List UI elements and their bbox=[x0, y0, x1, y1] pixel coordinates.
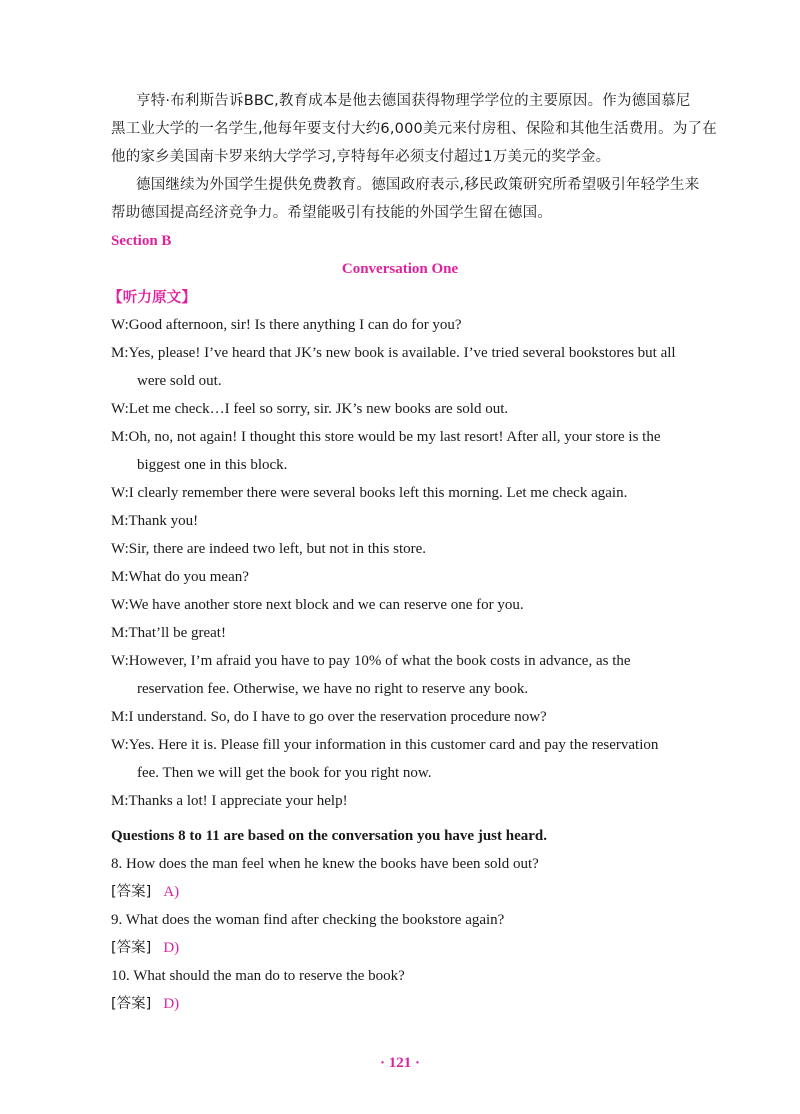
dialogue-text: That’ll be great! bbox=[128, 625, 226, 641]
conversation-title: Conversation One bbox=[341, 261, 459, 277]
dialogue-turn bbox=[111, 623, 226, 643]
speaker-label: W: bbox=[111, 317, 129, 333]
dialogue-text: We have another store next block and we can reserve one for you. bbox=[128, 597, 524, 613]
dialogue-text: What do you mean? bbox=[128, 569, 249, 585]
dialogue-turn bbox=[111, 315, 462, 335]
section-label: Section B bbox=[111, 233, 172, 249]
transcript-label: 【听力原文】 bbox=[108, 290, 197, 306]
speaker-label: M: bbox=[111, 513, 129, 529]
speaker-label: W: bbox=[111, 485, 129, 501]
speaker-label: W: bbox=[111, 401, 129, 417]
speaker-label: M: bbox=[111, 429, 129, 445]
speaker-label: W: bbox=[111, 597, 129, 613]
dialogue-text: Yes. Here it is. Please fill your information in this customer card and pay the reservation bbox=[128, 737, 659, 753]
chinese-para2-line1: 德国继续为外国学生提供免费教育。德国政府表示,移民政策研究所希望吸引年轻学生来 bbox=[136, 177, 700, 193]
dialogue-turn bbox=[111, 343, 676, 363]
speaker-label: W: bbox=[111, 737, 129, 753]
dialogue-turn bbox=[111, 567, 249, 587]
dialogue-continuation: fee. Then we will get the book for you right now. bbox=[137, 765, 432, 781]
dialogue-turn bbox=[111, 427, 661, 447]
speaker-label: M: bbox=[111, 709, 129, 725]
chinese-para1-line1: 亨特·布利斯告诉BBC,教育成本是他去德国获得物理学学位的主要原因。作为德国慕尼 bbox=[136, 93, 691, 109]
answer-value: D) bbox=[163, 996, 180, 1012]
dialogue-text: However, I’m afraid you have to pay 10% of what the book costs in advance, as the bbox=[128, 653, 631, 669]
answer-value: A) bbox=[163, 884, 180, 900]
chinese-para1-line2: 黑工业大学的一名学生,他每年要支付大约6,000美元来付房租、保险和其他生活费用。为了在 bbox=[111, 121, 717, 137]
speaker-label: M: bbox=[111, 625, 129, 641]
dialogue-turn bbox=[111, 791, 348, 811]
questions-intro: Questions 8 to 11 are based on the conversation you have just heard. bbox=[111, 828, 547, 844]
speaker-label: M: bbox=[111, 345, 129, 361]
question-10: 10. What should the man do to reserve the book? bbox=[111, 968, 405, 984]
dialogue-turn bbox=[111, 483, 627, 503]
dialogue-continuation: biggest one in this block. bbox=[137, 457, 288, 473]
dialogue-text: Sir, there are indeed two left, but not in this store. bbox=[128, 541, 427, 557]
chinese-para2-line2: 帮助德国提高经济竞争力。希望能吸引有技能的外国学生留在德国。 bbox=[111, 205, 552, 221]
dialogue-text: Let me check…I feel so sorry, sir. JK’s new books are sold out. bbox=[128, 401, 509, 417]
speaker-label: M: bbox=[111, 569, 129, 585]
dialogue-continuation: were sold out. bbox=[137, 373, 222, 389]
question-9: 9. What does the woman find after checking the bookstore again? bbox=[111, 912, 505, 928]
dialogue-continuation: reservation fee. Otherwise, we have no right to reserve any book. bbox=[137, 681, 529, 697]
dialogue-text: I clearly remember there were several books left this morning. Let me check again. bbox=[128, 485, 628, 501]
question-8: 8. How does the man feel when he knew the books have been sold out? bbox=[111, 856, 539, 872]
answer-label: [答案] bbox=[111, 884, 152, 900]
dialogue-turn bbox=[111, 539, 426, 559]
dialogue-text: Oh, no, not again! I thought this store would be my last resort! After all, your store is the bbox=[128, 429, 661, 445]
answer-label: [答案] bbox=[111, 940, 152, 956]
answer-row-10 bbox=[111, 994, 179, 1014]
speaker-label: W: bbox=[111, 653, 129, 669]
page-number: · 121 · bbox=[379, 1055, 420, 1071]
answer-label: [答案] bbox=[111, 996, 152, 1012]
dialogue-text: Yes, please! I’ve heard that JK’s new book is available. I’ve tried several bookstores but all bbox=[128, 345, 676, 361]
answer-row-8 bbox=[111, 882, 179, 902]
answer-value: D) bbox=[163, 940, 180, 956]
dialogue-turn bbox=[111, 735, 658, 755]
dialogue-text: Thanks a lot! I appreciate your help! bbox=[128, 793, 348, 809]
speaker-label: W: bbox=[111, 541, 129, 557]
dialogue-turn bbox=[111, 511, 198, 531]
dialogue-text: Thank you! bbox=[128, 513, 199, 529]
dialogue-turn bbox=[111, 707, 547, 727]
dialogue-turn bbox=[111, 651, 631, 671]
dialogue-text: Good afternoon, sir! Is there anything I can do for you? bbox=[128, 317, 462, 333]
answer-row-9 bbox=[111, 938, 179, 958]
speaker-label: M: bbox=[111, 793, 129, 809]
chinese-para1-line3: 他的家乡美国南卡罗来纳大学学习,亨特每年必须支付超过1万美元的奖学金。 bbox=[111, 149, 611, 165]
dialogue-turn bbox=[111, 399, 508, 419]
dialogue-text: I understand. So, do I have to go over the reservation procedure now? bbox=[128, 709, 547, 725]
dialogue-turn bbox=[111, 595, 524, 615]
